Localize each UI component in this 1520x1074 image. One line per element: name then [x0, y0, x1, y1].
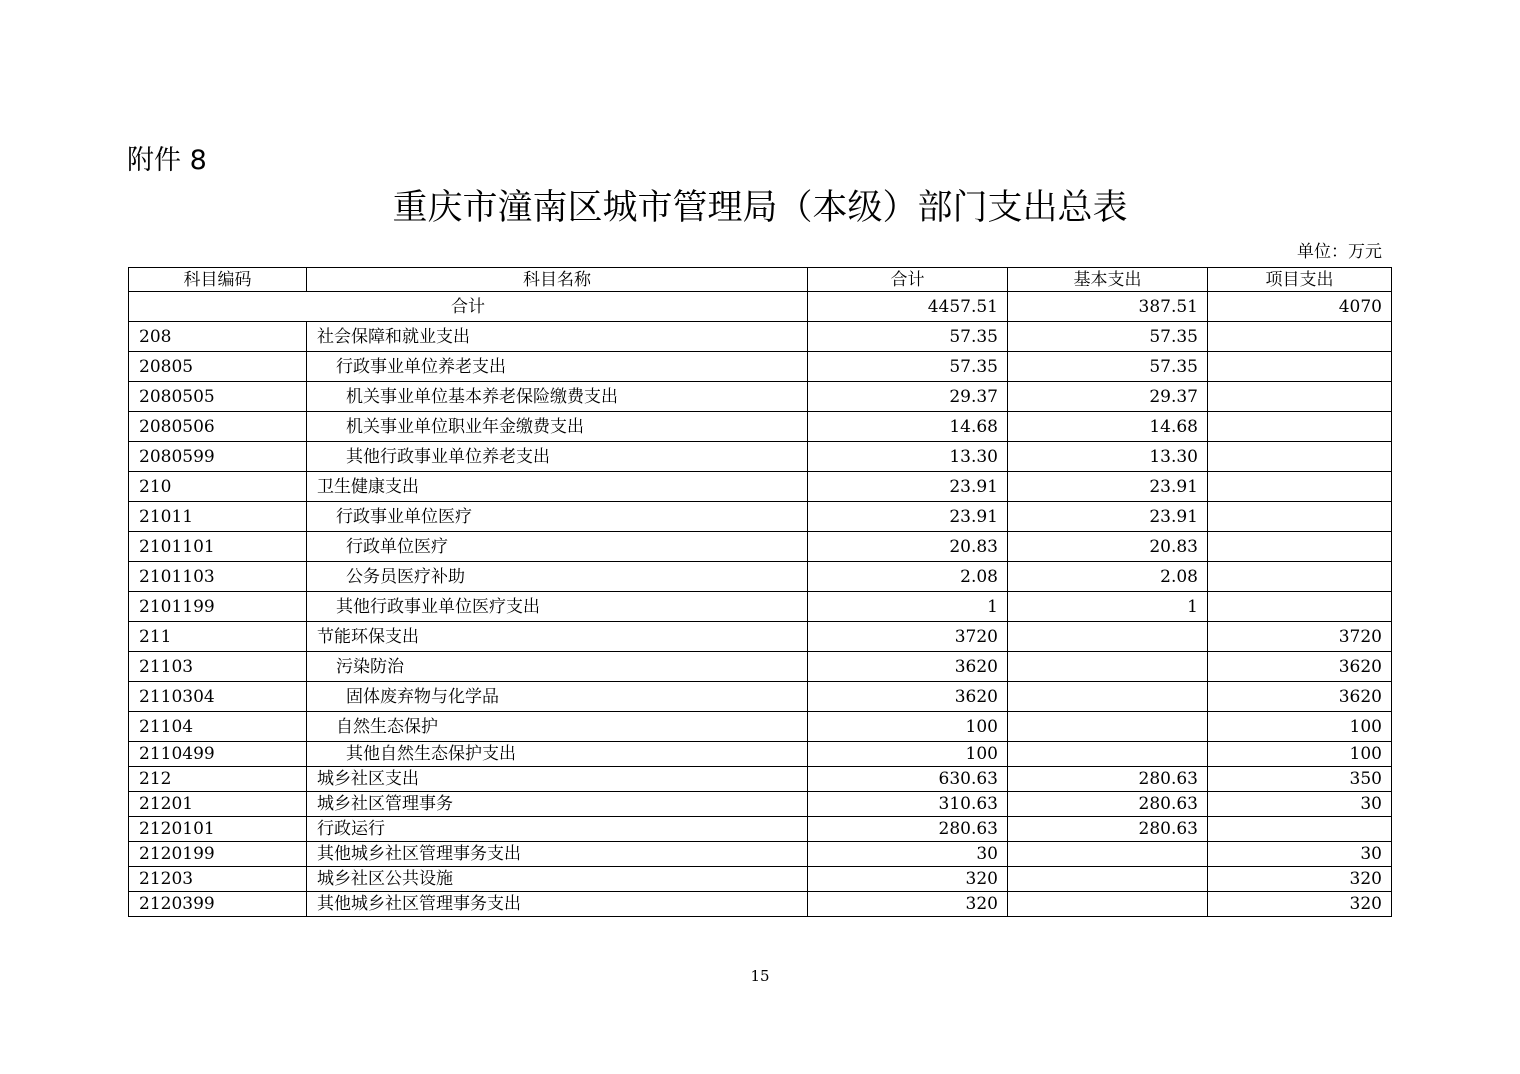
cell-project [1208, 412, 1392, 442]
cell-basic: 280.63 [1008, 817, 1208, 842]
total-basic: 387.51 [1008, 292, 1208, 322]
table-row [129, 382, 1392, 412]
cell-code: 210 [129, 472, 307, 502]
table-row [129, 352, 1392, 382]
cell-basic: 23.91 [1008, 472, 1208, 502]
cell-project [1208, 532, 1392, 562]
table-row [129, 742, 1392, 767]
cell-code: 2101103 [129, 562, 307, 592]
cell-code: 212 [129, 767, 307, 792]
unit-label: 单位：万元 [1297, 242, 1382, 262]
cell-total: 29.37 [808, 382, 1008, 412]
cell-basic: 57.35 [1008, 352, 1208, 382]
cell-total: 20.83 [808, 532, 1008, 562]
total-project: 4070 [1208, 292, 1392, 322]
cell-code: 21201 [129, 792, 307, 817]
cell-project [1208, 502, 1392, 532]
cell-total: 100 [808, 712, 1008, 742]
cell-project: 3720 [1208, 622, 1392, 652]
cell-total: 14.68 [808, 412, 1008, 442]
table-row [129, 712, 1392, 742]
cell-name: 其他自然生态保护支出 [307, 742, 808, 767]
total-row [129, 292, 1392, 322]
cell-code: 20805 [129, 352, 307, 382]
table-row [129, 892, 1392, 917]
header-code: 科目编码 [129, 268, 307, 292]
cell-code: 2110499 [129, 742, 307, 767]
cell-basic: 2.08 [1008, 562, 1208, 592]
table-row [129, 817, 1392, 842]
cell-code: 2120101 [129, 817, 307, 842]
cell-name: 城乡社区支出 [307, 767, 808, 792]
cell-code: 2101199 [129, 592, 307, 622]
cell-name: 城乡社区公共设施 [307, 867, 808, 892]
table-row [129, 532, 1392, 562]
cell-total: 2.08 [808, 562, 1008, 592]
cell-name: 公务员医疗补助 [307, 562, 808, 592]
cell-basic: 280.63 [1008, 767, 1208, 792]
table-row [129, 592, 1392, 622]
cell-total: 3620 [808, 652, 1008, 682]
table-row [129, 442, 1392, 472]
cell-basic [1008, 712, 1208, 742]
cell-project: 320 [1208, 867, 1392, 892]
total-label: 合计 [129, 292, 808, 322]
cell-code: 21103 [129, 652, 307, 682]
cell-project: 100 [1208, 742, 1392, 767]
cell-name: 节能环保支出 [307, 622, 808, 652]
cell-project [1208, 322, 1392, 352]
cell-project [1208, 352, 1392, 382]
cell-project: 350 [1208, 767, 1392, 792]
table-row [129, 792, 1392, 817]
cell-name: 机关事业单位基本养老保险缴费支出 [307, 382, 808, 412]
cell-total: 280.63 [808, 817, 1008, 842]
cell-code: 2110304 [129, 682, 307, 712]
cell-total: 630.63 [808, 767, 1008, 792]
table-body [129, 292, 1392, 917]
cell-code: 2080505 [129, 382, 307, 412]
table-row [129, 652, 1392, 682]
cell-basic: 280.63 [1008, 792, 1208, 817]
cell-project: 320 [1208, 892, 1392, 917]
cell-basic: 23.91 [1008, 502, 1208, 532]
attachment-label: 附件 8 [127, 145, 207, 176]
cell-total: 1 [808, 592, 1008, 622]
cell-name: 其他城乡社区管理事务支出 [307, 892, 808, 917]
cell-name: 卫生健康支出 [307, 472, 808, 502]
cell-project: 30 [1208, 792, 1392, 817]
cell-total: 320 [808, 892, 1008, 917]
cell-name: 其他城乡社区管理事务支出 [307, 842, 808, 867]
cell-basic: 14.68 [1008, 412, 1208, 442]
cell-basic [1008, 867, 1208, 892]
cell-name: 行政事业单位医疗 [307, 502, 808, 532]
cell-basic [1008, 622, 1208, 652]
cell-project [1208, 442, 1392, 472]
cell-name: 行政单位医疗 [307, 532, 808, 562]
cell-basic [1008, 742, 1208, 767]
cell-total: 57.35 [808, 352, 1008, 382]
cell-basic [1008, 652, 1208, 682]
header-project: 项目支出 [1208, 268, 1392, 292]
cell-code: 2080506 [129, 412, 307, 442]
cell-total: 30 [808, 842, 1008, 867]
total-sum: 4457.51 [808, 292, 1008, 322]
cell-basic: 1 [1008, 592, 1208, 622]
cell-total: 100 [808, 742, 1008, 767]
cell-code: 211 [129, 622, 307, 652]
cell-project [1208, 562, 1392, 592]
cell-code: 21203 [129, 867, 307, 892]
cell-project: 30 [1208, 842, 1392, 867]
header-total: 合计 [808, 268, 1008, 292]
cell-project [1208, 472, 1392, 502]
cell-name: 自然生态保护 [307, 712, 808, 742]
cell-total: 57.35 [808, 322, 1008, 352]
cell-name: 固体废弃物与化学品 [307, 682, 808, 712]
cell-total: 310.63 [808, 792, 1008, 817]
cell-basic: 13.30 [1008, 442, 1208, 472]
cell-code: 2120399 [129, 892, 307, 917]
cell-basic [1008, 842, 1208, 867]
cell-total: 23.91 [808, 502, 1008, 532]
table-row [129, 682, 1392, 712]
cell-basic: 29.37 [1008, 382, 1208, 412]
cell-project [1208, 382, 1392, 412]
cell-code: 21011 [129, 502, 307, 532]
cell-basic: 57.35 [1008, 322, 1208, 352]
cell-project: 3620 [1208, 682, 1392, 712]
cell-name: 城乡社区管理事务 [307, 792, 808, 817]
cell-name: 社会保障和就业支出 [307, 322, 808, 352]
header-name: 科目名称 [307, 268, 808, 292]
cell-total: 320 [808, 867, 1008, 892]
cell-name: 污染防治 [307, 652, 808, 682]
cell-basic [1008, 682, 1208, 712]
cell-code: 2120199 [129, 842, 307, 867]
table-row [129, 842, 1392, 867]
table-row [129, 472, 1392, 502]
cell-total: 3720 [808, 622, 1008, 652]
page-number: 15 [750, 967, 770, 985]
table-header [129, 268, 1392, 292]
cell-project: 100 [1208, 712, 1392, 742]
expenditure-table [128, 267, 1392, 917]
cell-total: 23.91 [808, 472, 1008, 502]
header-basic: 基本支出 [1008, 268, 1208, 292]
cell-project [1208, 592, 1392, 622]
table-row [129, 562, 1392, 592]
table-row [129, 412, 1392, 442]
cell-code: 21104 [129, 712, 307, 742]
cell-code: 208 [129, 322, 307, 352]
document-title: 重庆市潼南区城市管理局（本级）部门支出总表 [392, 188, 1128, 228]
table-row [129, 867, 1392, 892]
cell-name: 行政运行 [307, 817, 808, 842]
cell-project: 3620 [1208, 652, 1392, 682]
cell-name: 行政事业单位养老支出 [307, 352, 808, 382]
cell-name: 其他行政事业单位养老支出 [307, 442, 808, 472]
cell-total: 3620 [808, 682, 1008, 712]
cell-basic: 20.83 [1008, 532, 1208, 562]
table-row [129, 767, 1392, 792]
cell-code: 2101101 [129, 532, 307, 562]
table-row [129, 322, 1392, 352]
table-row [129, 622, 1392, 652]
cell-name: 其他行政事业单位医疗支出 [307, 592, 808, 622]
cell-total: 13.30 [808, 442, 1008, 472]
cell-code: 2080599 [129, 442, 307, 472]
cell-project [1208, 817, 1392, 842]
cell-name: 机关事业单位职业年金缴费支出 [307, 412, 808, 442]
cell-basic [1008, 892, 1208, 917]
table-row [129, 502, 1392, 532]
